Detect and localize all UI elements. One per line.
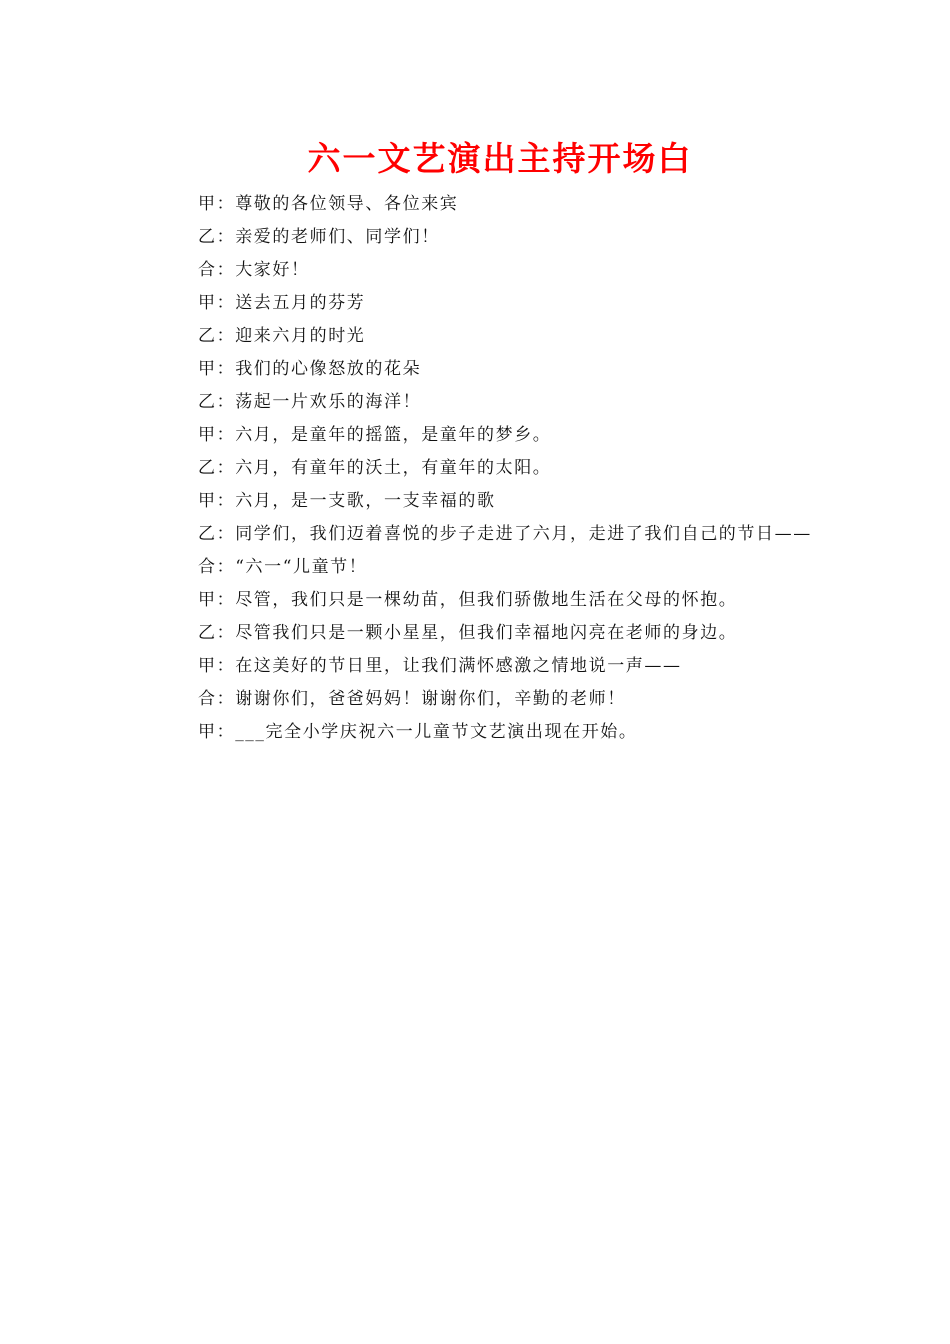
- script-line: 合：谢谢你们，爸爸妈妈！谢谢你们，辛勤的老师！: [198, 689, 626, 709]
- script-line: 甲：在这美好的节日里，让我们满怀感激之情地说一声——: [198, 656, 682, 676]
- script-line: 甲：尊敬的各位领导、各位来宾: [198, 194, 459, 214]
- script-line: 合：“六一“儿童节！: [198, 557, 368, 577]
- script-line: 乙：同学们，我们迈着喜悦的步子走进了六月，走进了我们自己的节日——: [198, 524, 812, 544]
- script-line: 甲：尽管，我们只是一棵幼苗，但我们骄傲地生活在父母的怀抱。: [198, 590, 738, 610]
- script-line: 甲：我们的心像怒放的花朵: [198, 359, 422, 379]
- script-line: 甲：六月，是一支歌，一支幸福的歌: [198, 491, 496, 511]
- script-line: 合：大家好！: [198, 260, 310, 280]
- script-line: 乙：尽管我们只是一颗小星星，但我们幸福地闪亮在老师的身边。: [198, 623, 738, 643]
- script-line: 乙：迎来六月的时光: [198, 326, 366, 346]
- script-line: 乙：六月，有童年的沃土，有童年的太阳。: [198, 458, 552, 478]
- script-line: 甲：六月，是童年的摇篮，是童年的梦乡。: [198, 425, 552, 445]
- script-line: 乙：亲爱的老师们、同学们！: [198, 227, 440, 247]
- script-body: [143, 188, 813, 749]
- document-title: 六一文艺演出主持开场白: [307, 139, 693, 178]
- script-line: 甲：送去五月的芬芳: [198, 293, 366, 313]
- script-line: 甲：___完全小学庆祝六一儿童节文艺演出现在开始。: [198, 722, 638, 742]
- script-line: 乙：荡起一片欢乐的海洋！: [198, 392, 422, 412]
